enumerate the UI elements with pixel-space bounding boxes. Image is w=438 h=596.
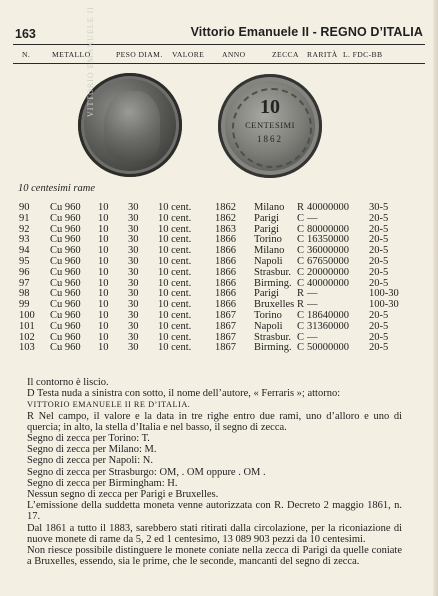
cell-prices: 20-5: [369, 223, 389, 235]
cell-face-value: 10 cent.: [158, 342, 192, 354]
col-header-n: N.: [22, 50, 31, 59]
cell-mint: Torino: [254, 309, 282, 321]
description-text: [27, 377, 402, 567]
cell-rarity: C: [297, 255, 305, 267]
cell-year: 1867: [215, 342, 236, 354]
cell-rarity: C: [297, 266, 305, 278]
cell-row-number: 103: [19, 342, 35, 354]
cell-mintage: 67650000: [307, 255, 349, 267]
cell-row-number: 92: [19, 223, 30, 235]
cell-row-number: 94: [19, 245, 30, 257]
cell-metal: Cu 960: [50, 223, 81, 235]
cell-mintage: —: [307, 288, 318, 300]
cell-rarity: C: [297, 223, 305, 235]
cell-rarity: C: [297, 245, 305, 257]
paragraph: D Testa nuda a sinistra con sotto, il nome dell’autore, « Ferraris »; attorno:: [27, 388, 341, 400]
cell-mint: Parigi: [254, 288, 280, 300]
cell-rarity: C: [297, 320, 305, 332]
paragraph: Nessun segno di zecca per Parigi e Bruxelles.: [27, 489, 219, 501]
table-row: [19, 322, 407, 333]
cell-year: 1866: [215, 288, 236, 300]
cell-mint: Milano: [254, 202, 285, 213]
cell-weight: 10: [98, 223, 109, 235]
col-header-anno: ANNO: [222, 50, 246, 59]
cell-year: 1867: [215, 331, 236, 343]
cell-metal: Cu 960: [50, 288, 81, 300]
cell-prices: 20-5: [369, 342, 389, 354]
cell-mint: Parigi: [254, 223, 280, 235]
cell-metal: Cu 960: [50, 309, 81, 321]
paragraph: Segno di zecca per Torino: T.: [27, 433, 150, 445]
col-header-metallo: METALLO: [52, 50, 91, 59]
cell-face-value: 10 cent.: [158, 309, 192, 321]
cell-year: 1862: [215, 202, 236, 213]
cell-metal: Cu 960: [50, 277, 81, 289]
cell-mint: Torino: [254, 234, 282, 246]
cell-metal: Cu 960: [50, 202, 81, 213]
cell-face-value: 10 cent.: [158, 299, 192, 311]
cell-mintage: 40000000: [307, 202, 349, 213]
cell-metal: Cu 960: [50, 234, 81, 246]
cell-diameter: 30: [128, 234, 139, 246]
cell-mintage: 20000000: [307, 266, 349, 278]
cell-metal: Cu 960: [50, 299, 81, 311]
cell-year: 1866: [215, 234, 236, 246]
cell-mint: Birming.: [254, 277, 292, 289]
cell-metal: Cu 960: [50, 212, 81, 224]
cell-mintage: —: [307, 299, 318, 311]
cell-diameter: 30: [128, 299, 139, 311]
cell-mint: Napoli: [254, 255, 283, 267]
cell-mint: Strasbur.: [254, 331, 292, 343]
reverse-text: CENTESIMI: [245, 120, 295, 130]
cell-prices: 100-30: [369, 288, 399, 300]
page-title: Vittorio Emanuele II - REGNO D’ITALIA: [190, 25, 423, 39]
cell-face-value: 10 cent.: [158, 245, 192, 257]
header-rule: [13, 44, 425, 45]
cell-metal: Cu 960: [50, 320, 81, 332]
cell-weight: 10: [98, 331, 109, 343]
cell-year: 1866: [215, 245, 236, 257]
cell-rarity: R: [297, 202, 305, 213]
cell-mint: Bruxelles: [254, 299, 295, 311]
cell-prices: 20-5: [369, 331, 389, 343]
cell-face-value: 10 cent.: [158, 288, 192, 300]
cell-diameter: 30: [128, 342, 139, 354]
cell-year: 1862: [215, 212, 236, 224]
cell-rarity: C: [297, 309, 305, 321]
coin-caption: 10 centesimi rame: [18, 183, 95, 194]
paragraph: Il contorno è liscio.: [27, 377, 109, 388]
cell-year: 1867: [215, 309, 236, 321]
cell-metal: Cu 960: [50, 266, 81, 278]
cell-prices: 20-5: [369, 320, 389, 332]
cell-diameter: 30: [128, 255, 139, 267]
cell-face-value: 10 cent.: [158, 266, 192, 278]
cell-rarity: C: [297, 331, 305, 343]
cell-face-value: 10 cent.: [158, 234, 192, 246]
cell-face-value: 10 cent.: [158, 277, 192, 289]
cell-mint: Strasbur.: [254, 266, 292, 278]
cell-rarity: R: [297, 288, 305, 300]
cell-metal: Cu 960: [50, 331, 81, 343]
cell-diameter: 30: [128, 288, 139, 300]
page-edge: [433, 0, 438, 596]
cell-row-number: 98: [19, 288, 30, 300]
cell-mintage: —: [307, 212, 318, 224]
cell-row-number: 91: [19, 212, 30, 224]
cell-mint: Napoli: [254, 320, 283, 332]
paragraph: L’emissione della suddetta moneta venne autorizzata con R. Decreto 2 maggio 1861, n. 17.: [27, 500, 402, 523]
cell-face-value: 10 cent.: [158, 202, 192, 213]
cell-row-number: 101: [19, 320, 35, 332]
cell-prices: 20-5: [369, 277, 389, 289]
cell-mint: Parigi: [254, 212, 280, 224]
cell-mintage: 80000000: [307, 223, 349, 235]
cell-diameter: 30: [128, 202, 139, 213]
cell-metal: Cu 960: [50, 255, 81, 267]
paragraph: Segno di zecca per Strasburgo: OM, . OM oppure . OM .: [27, 466, 266, 478]
portrait-bust: [104, 91, 160, 161]
col-header-zecca: ZECCA: [272, 50, 299, 59]
table-row: [19, 214, 407, 225]
cell-mint: Milano: [254, 245, 285, 257]
cell-diameter: 30: [128, 277, 139, 289]
cell-weight: 10: [98, 266, 109, 278]
cell-weight: 10: [98, 234, 109, 246]
cell-row-number: 99: [19, 299, 30, 311]
cell-year: 1863: [215, 223, 236, 235]
paragraph-legend: VITTORIO EMANUELE II RE D’ITALIA.: [27, 400, 191, 410]
cell-mintage: —: [307, 331, 318, 343]
col-header-valore: VALORE: [172, 50, 205, 59]
cell-metal: Cu 960: [50, 342, 81, 354]
cell-diameter: 30: [128, 245, 139, 257]
cell-rarity: R: [297, 299, 305, 311]
cell-face-value: 10 cent.: [158, 320, 192, 332]
column-header-rule: [13, 63, 425, 64]
cell-weight: 10: [98, 342, 109, 354]
cell-weight: 10: [98, 212, 109, 224]
cell-mintage: 18640000: [307, 309, 349, 321]
cell-weight: 10: [98, 202, 109, 213]
cell-face-value: 10 cent.: [158, 223, 192, 235]
cell-year: 1866: [215, 299, 236, 311]
cell-rarity: C: [297, 277, 305, 289]
paragraph: Segno di zecca per Napoli: N.: [27, 455, 153, 467]
cell-weight: 10: [98, 320, 109, 332]
obverse-legend: VITTORIO EMANUELE II: [86, 6, 95, 117]
cell-prices: 20-5: [369, 212, 389, 224]
reverse-value: 10: [260, 96, 280, 118]
cell-mintage: 16350000: [307, 234, 349, 246]
cell-year: 1866: [215, 277, 236, 289]
cell-weight: 10: [98, 309, 109, 321]
cell-face-value: 10 cent.: [158, 331, 192, 343]
cell-diameter: 30: [128, 223, 139, 235]
cell-prices: 100-30: [369, 299, 399, 311]
cell-prices: 20-5: [369, 255, 389, 267]
cell-metal: Cu 960: [50, 245, 81, 257]
paragraph: Segno di zecca per Birmingham: H.: [27, 477, 178, 489]
page-number: 163: [15, 27, 36, 41]
cell-diameter: 30: [128, 212, 139, 224]
cell-weight: 10: [98, 255, 109, 267]
cell-mintage: 50000000: [307, 342, 349, 354]
cell-diameter: 30: [128, 266, 139, 278]
cell-row-number: 100: [19, 309, 35, 321]
cell-year: 1866: [215, 255, 236, 267]
cell-prices: 20-5: [369, 266, 389, 278]
col-header-peso-diam: PESO DIAM.: [116, 50, 163, 59]
cell-mint: Birming.: [254, 342, 292, 354]
cell-diameter: 30: [128, 331, 139, 343]
cell-rarity: C: [297, 342, 305, 354]
table-row: [19, 268, 407, 279]
col-header-prices: L. FDC-BB: [343, 50, 383, 59]
cell-face-value: 10 cent.: [158, 212, 192, 224]
cell-weight: 10: [98, 277, 109, 289]
paragraph: R Nel campo, il valore e la data in tre righe entro due rami, uno d’alloro e uno di quercia; in alto, la stella d’Italia e nel basso, il segno di zecca.: [27, 410, 402, 433]
cell-year: 1867: [215, 320, 236, 332]
cell-row-number: 95: [19, 255, 30, 267]
cell-row-number: 90: [19, 202, 30, 213]
cell-year: 1866: [215, 266, 236, 278]
cell-mintage: 31360000: [307, 320, 349, 332]
cell-row-number: 97: [19, 277, 30, 289]
cell-row-number: 96: [19, 266, 30, 278]
cell-rarity: C: [297, 234, 305, 246]
paragraph: Non riesce possibile distinguere le monete coniate nella zecca di Parigi da quelle coniate a Bruxelles, essendo, sia le prime, che le seconde, mancanti del segno di zecca.: [27, 545, 402, 568]
coin-reverse-image: [218, 74, 322, 178]
cell-weight: 10: [98, 299, 109, 311]
table-row: [19, 343, 407, 354]
cell-diameter: 30: [128, 320, 139, 332]
paragraph: Segno di zecca per Milano: M.: [27, 444, 157, 456]
cell-weight: 10: [98, 288, 109, 300]
coin-table-body: [19, 203, 407, 354]
cell-weight: 10: [98, 245, 109, 257]
cell-rarity: C: [297, 212, 305, 224]
col-header-rarita: RARITÀ: [307, 50, 338, 59]
cell-prices: 20-5: [369, 234, 389, 246]
cell-mintage: 36000000: [307, 245, 349, 257]
reverse-year: 1862: [257, 134, 283, 144]
paragraph: Dal 1861 a tutto il 1883, sarebbero stati ritirati dalla circolazione, per la riconiazione di nuove monete di rame da 5, 2 ed 1 centesimo, 13 089 903 pezzi da 10 centesimi.: [27, 522, 402, 545]
cell-prices: 20-5: [369, 245, 389, 257]
cell-mintage: 40000000: [307, 277, 349, 289]
cell-face-value: 10 cent.: [158, 255, 192, 267]
cell-prices: 30-5: [369, 202, 389, 213]
cell-prices: 20-5: [369, 309, 389, 321]
cell-row-number: 102: [19, 331, 35, 343]
cell-row-number: 93: [19, 234, 30, 246]
cell-diameter: 30: [128, 309, 139, 321]
coin-table: [19, 203, 407, 354]
